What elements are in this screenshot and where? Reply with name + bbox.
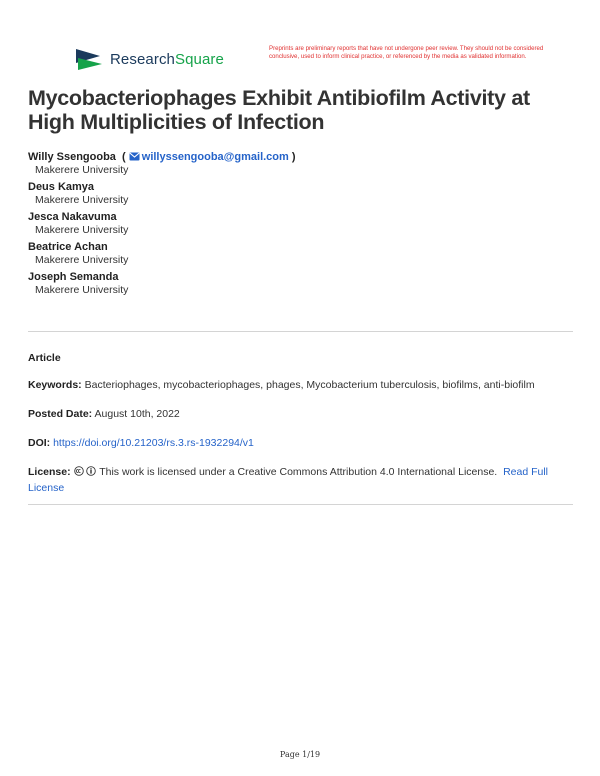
doi xyxy=(28,435,573,451)
author-name: Willy Ssengooba xyxy=(28,151,116,163)
author-item xyxy=(28,181,573,207)
license-label: License: xyxy=(28,466,71,478)
divider xyxy=(28,504,573,505)
author-affiliation: Makerere University xyxy=(35,254,129,266)
envelope-icon xyxy=(129,152,140,161)
author-name: Beatrice Achan xyxy=(28,241,108,253)
author-affiliation: Makerere University xyxy=(35,284,129,296)
research-square-logo-icon xyxy=(74,47,104,71)
author-item: Willy Ssengooba ( willyssengooba@gmail.com ) Makerere University xyxy=(28,151,573,177)
author-name: Joseph Semanda xyxy=(28,271,119,283)
author-email-link[interactable]: willyssengooba@gmail.com xyxy=(141,151,289,163)
author-name: Jesca Nakavuma xyxy=(28,211,117,223)
keywords-value: Bacteriophages, mycobacteriophages, phages, Mycobacterium tuberculosis, biofilms, anti-biofilm xyxy=(84,379,535,391)
author-affiliation: Makerere University xyxy=(35,194,129,206)
research-square-logo[interactable] xyxy=(74,47,224,71)
article-type: Article xyxy=(28,352,61,364)
brand-name: ResearchSquare xyxy=(110,50,224,68)
posted-date-value: August 10th, 2022 xyxy=(94,408,180,420)
author-name: Deus Kamya xyxy=(28,181,95,193)
author-item xyxy=(28,271,573,297)
author-item xyxy=(28,211,573,237)
license-text: This work is licensed under a Creative Commons Attribution 4.0 International License. xyxy=(99,466,498,478)
license xyxy=(28,464,573,496)
author-list xyxy=(28,151,573,301)
creative-commons-icon xyxy=(74,466,84,476)
page-number: Page 1/19 xyxy=(279,750,321,759)
doi-link[interactable]: https://doi.org/10.21203/rs.3.rs-1932294/v1 xyxy=(53,437,254,449)
preprint-notice: Preprints are preliminary reports that have not undergone peer review. They should not be considered conclusive, used to inform clinical practice, or referenced by the media as validated information. xyxy=(269,45,544,60)
divider xyxy=(28,331,573,332)
author-affiliation: Makerere University xyxy=(35,224,129,236)
paper-title: Mycobacteriophages Exhibit Antibiofilm Activity at High Multiplicities of Infection xyxy=(28,86,530,134)
author-affiliation: Makerere University xyxy=(35,164,129,176)
posted-date xyxy=(28,406,573,422)
author-item xyxy=(28,241,573,267)
keywords xyxy=(28,377,573,393)
doi-label: DOI: xyxy=(28,437,51,449)
attribution-icon xyxy=(86,466,96,476)
posted-date-label: Posted Date: xyxy=(28,408,93,420)
read-full-license-link[interactable]: Read Full License xyxy=(28,466,549,494)
keywords-label: Keywords: xyxy=(28,379,82,391)
